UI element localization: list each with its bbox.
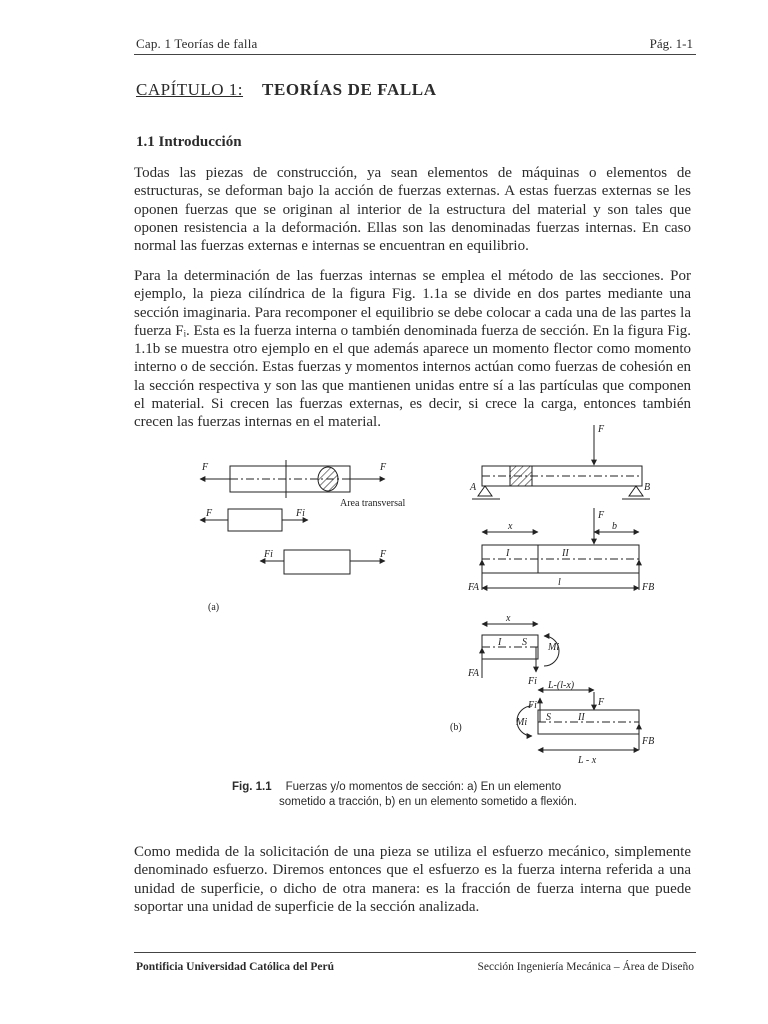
beam-full	[472, 425, 650, 499]
figure-1-1	[180, 420, 660, 780]
footer-rule	[134, 952, 696, 953]
label-FA-1: FA	[468, 582, 479, 593]
label-A: A	[470, 482, 477, 493]
footer-department: Sección Ingeniería Mecánica – Área de Diseño	[477, 961, 694, 973]
label-FA-2: FA	[468, 668, 479, 679]
label-lx: L - x	[578, 755, 597, 766]
paragraph-2: Para la determinación de las fuerzas internas se emplea el método de las secciones. Por ejemplo, la pieza cilíndrica de la figura Fig. 1.1a se divide en dos partes mediante una sección imaginaria. Para recomponer el equilibrio se debe colocar a cada una de las partes la fuerza Fᵢ. Esta es la fuerza interna o también denominada fuerza de sección. En la figura Fig. 1.1b se muestra otro ejemplo en el que además aparece un momento flector como momento interno o de sección. Estas fuerzas y momentos internos actúan como fuerzas de cohesión en la sección respectiva y son las que mantienen unidas entre sí a las partículas que componen el material. Si crecen las fuerzas externas, es decir, si crece la carga, entonces también crecen las fuerzas internas en el material.	[134, 268, 691, 431]
chapter-label: CAPÍTULO 1:	[136, 80, 244, 99]
label-Fi-a2: Fi	[264, 549, 273, 560]
caption-label: Fig. 1.1	[232, 781, 272, 793]
figure-caption	[232, 780, 652, 810]
label-FB-1: FB	[642, 582, 655, 593]
paragraph-1: Todas las piezas de construcción, ya sean elementos de máquinas o elementos de estructuras, se deforman bajo la acción de fuerzas externas. A estas fuerzas externas se les oponen fuerzas que se originan al interior de la estructura del material y son tales que oponen resistencia a la deformación. Ellas son las denominadas fuerzas internas. En caso normal las fuerzas externas e internas se encuentran en equilibrio.	[134, 165, 691, 255]
label-F-b1: F	[598, 424, 605, 435]
label-B: B	[644, 482, 651, 493]
chapter-heading	[136, 80, 437, 100]
label-b: b	[612, 521, 617, 532]
rod-right-half	[260, 550, 385, 574]
label-F-a1: F	[202, 462, 209, 473]
label-x-1: x	[508, 521, 513, 532]
label-S-2: S	[546, 712, 551, 723]
area-transversal-label: Area transversal	[340, 498, 406, 509]
label-x-2: x	[506, 613, 511, 624]
label-F-a3: F	[206, 508, 213, 519]
label-F-b3: F	[598, 697, 605, 708]
chapter-title: TEORÍAS DE FALLA	[262, 80, 437, 99]
label-II-1: II	[562, 548, 569, 559]
label-Fi-b1: Fi	[528, 676, 537, 687]
footer-university: Pontificia Universidad Católica del Perú	[136, 961, 335, 973]
figure-label-b: (b)	[450, 722, 462, 733]
label-Fi-a1: Fi	[296, 508, 305, 519]
running-header-left: Cap. 1 Teorías de falla	[136, 36, 258, 51]
label-Mi-1: Mi	[548, 642, 560, 653]
page-number: Pág. 1-1	[649, 36, 693, 51]
label-Mi-2: Mi	[516, 717, 528, 728]
label-F-a2: F	[380, 462, 387, 473]
label-F-a4: F	[380, 549, 387, 560]
paragraph-3: Como medida de la solicitación de una pieza se utiliza el esfuerzo mecánico, simplemente denominado esfuerzo. Diremos entonces que el esfuerzo es la fuerza interna referida a una unidad de superficie, o dicho de otra manera: es la fracción de fuerza interna que puede soportar una unidad de superficie de la sección analizada.	[134, 844, 691, 915]
label-FB-2: FB	[642, 736, 655, 747]
caption-line-1: Fuerzas y/o momentos de sección: a) En un elemento	[285, 781, 562, 793]
rod-full	[200, 460, 385, 498]
caption-line-2: sometido a tracción, b) en un elemento sometido a flexión.	[279, 796, 577, 808]
label-lbx: L-(l-x)	[548, 680, 575, 691]
label-S-1: S	[522, 637, 527, 648]
label-I-1: I	[506, 548, 510, 559]
label-II-2: II	[578, 712, 585, 723]
figure-label-a: (a)	[208, 602, 220, 613]
label-F-b2: F	[598, 510, 605, 521]
rod-left-half	[200, 509, 308, 531]
label-Fi-b2: Fi	[528, 700, 537, 711]
label-l: l	[558, 577, 561, 588]
label-I-2: I	[498, 637, 502, 648]
section-heading: 1.1 Introducción	[136, 134, 242, 150]
header-rule	[134, 54, 696, 55]
